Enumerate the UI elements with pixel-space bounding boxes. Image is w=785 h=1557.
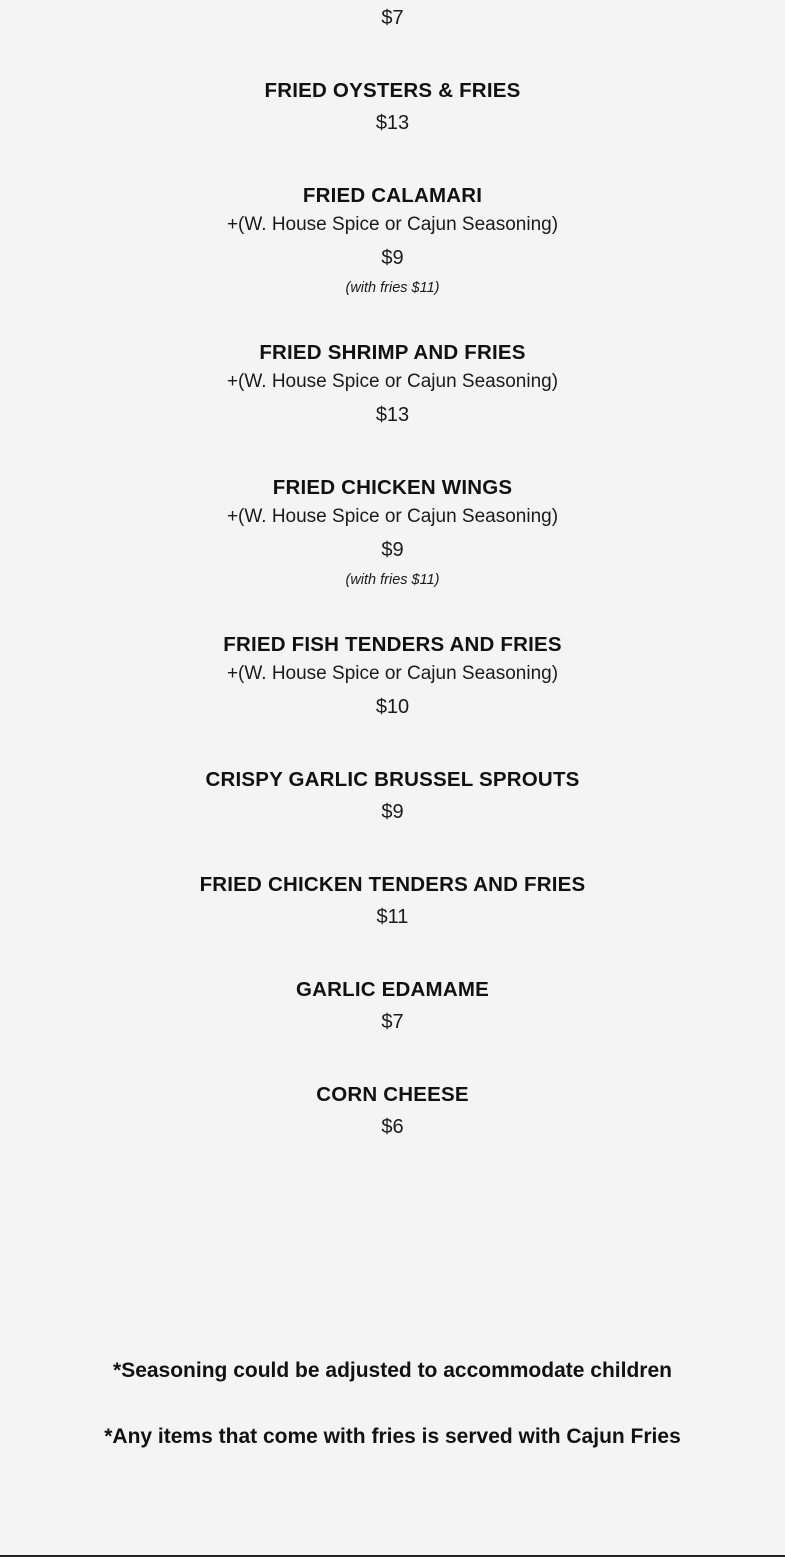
menu-item (0, 631, 785, 725)
menu-item (0, 1081, 785, 1145)
menu-item-name: CORN CHEESE (316, 1083, 469, 1106)
menu-item-name: FRIED CHICKEN WINGS (272, 476, 513, 499)
menu-item-price: $9 (381, 801, 404, 823)
menu-item (0, 0, 785, 36)
menu-item-price: $9 (381, 539, 404, 561)
menu-item-price: $6 (381, 1116, 404, 1138)
footnote-seasoning: *Seasoning could be adjusted to accommodate children (113, 1359, 672, 1382)
menu-item-name: FRIED OYSTERS & FRIES (264, 79, 521, 102)
menu-item-price: $11 (376, 906, 409, 928)
menu-item-price: $7 (381, 1011, 404, 1033)
menu-item-seasoning-note: +(W. House Spice or Cajun Seasoning) (226, 506, 559, 527)
menu-item-name: CRISPY GARLIC BRUSSEL SPROUTS (205, 768, 580, 791)
menu-item (0, 766, 785, 830)
menu-item-price: $7 (381, 7, 404, 29)
menu-item-seasoning-note: +(W. House Spice or Cajun Seasoning) (226, 663, 559, 684)
menu-item-fries-price-note: (with fries $11) (345, 280, 440, 296)
menu-item (0, 871, 785, 935)
menu-item-seasoning-note: +(W. House Spice or Cajun Seasoning) (226, 371, 559, 392)
menu-item-fries-price-note: (with fries $11) (345, 572, 440, 588)
menu-item-name: FRIED CALAMARI (302, 184, 483, 207)
menu-item-price: $13 (375, 404, 410, 426)
menu-item (0, 182, 785, 298)
menu-item-name: FRIED SHRIMP AND FRIES (259, 341, 526, 364)
menu-item (0, 474, 785, 590)
menu-item (0, 976, 785, 1040)
menu-item-price: $13 (375, 112, 410, 134)
menu-item-name: FRIED CHICKEN TENDERS AND FRIES (199, 873, 586, 896)
menu-item (0, 339, 785, 433)
menu-item-name: GARLIC EDAMAME (296, 978, 489, 1001)
menu-item-price: $9 (381, 247, 404, 269)
footnote-fries: *Any items that come with fries is served with Cajun Fries (104, 1425, 681, 1448)
menu-item-price: $10 (375, 696, 410, 718)
menu-item (0, 77, 785, 141)
menu-item-seasoning-note: +(W. House Spice or Cajun Seasoning) (226, 214, 559, 235)
menu-item-name: FRIED FISH TENDERS AND FRIES (223, 633, 562, 656)
